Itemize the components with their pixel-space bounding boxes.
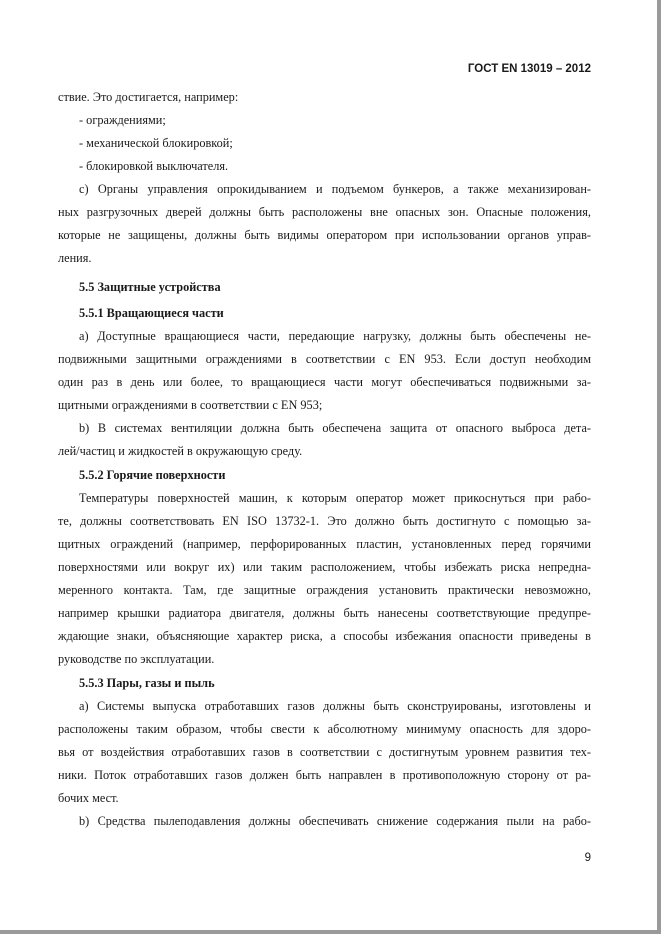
- subsection-heading: 5.5.2 Горячие поверхности: [79, 468, 226, 482]
- text-line: те, должны соответствовать EN ISO 13732-1. Это должно быть достигнуто с помощью за-: [58, 514, 591, 528]
- text-line: руководстве по эксплуатации.: [58, 652, 215, 666]
- text-line: один раз в день или более, то вращающиеся части могут обеспечиваться подвижными за-: [58, 375, 591, 389]
- text-line: поверхностями или вокруг их) или таким расположением, чтобы избежать риска непредна-: [58, 560, 591, 574]
- text-line: подвижными защитными ограждениями в соответствии с EN 953. Если доступ необходим: [58, 352, 591, 366]
- text-line: меренного контакта. Там, где защитные ограждения установить практически невозможно,: [58, 583, 591, 597]
- text-line: ствие. Это достигается, например:: [58, 90, 239, 104]
- text-line: вья от воздействия отработавших газов в соответствии с достигнутым уровнем развития тех-: [58, 745, 591, 759]
- text-line: ники. Поток отработавших газов должен быть направлен в противоположную сторону от ра-: [58, 768, 591, 782]
- text-line: бочих мест.: [58, 791, 119, 805]
- list-item: - механической блокировкой;: [79, 136, 233, 150]
- text-line: Температуры поверхностей машин, к которым оператор может прикоснуться при рабо-: [79, 491, 591, 505]
- text-line: щитных ограждений (например, перфорированных пластин, установленных перед горячими: [58, 537, 591, 551]
- text-line: a) Системы выпуска отработавших газов должны быть сконструированы, изготовлены и: [79, 699, 591, 713]
- text-line: c) Органы управления опрокидыванием и подъемом бункеров, а также механизирован-: [79, 182, 591, 196]
- section-heading: 5.5 Защитные устройства: [79, 280, 221, 294]
- text-line: лей/частиц и жидкостей в окружающую среду.: [58, 444, 303, 458]
- text-line: которые не защищены, должны быть видимы оператором при использовании органов управ-: [58, 228, 591, 242]
- text-line: a) Доступные вращающиеся части, передающие нагрузку, должны быть обеспечены не-: [79, 329, 591, 343]
- list-item: - блокировкой выключателя.: [79, 159, 229, 173]
- subsection-heading: 5.5.1 Вращающиеся части: [79, 306, 224, 320]
- text-line: b) В системах вентиляции должна быть обеспечена защита от опасного выброса дета-: [79, 421, 591, 435]
- text-line: расположены таким образом, чтобы свести к абсолютному минимуму опасность для здоро-: [58, 722, 591, 736]
- subsection-heading: 5.5.3 Пары, газы и пыль: [79, 676, 215, 690]
- text-line: щитными ограждениями в соответствии с EN 953;: [58, 398, 323, 412]
- text-line: ждающие знаки, объясняющие характер риска, а способы избежания опасности приведены в: [58, 629, 591, 643]
- text-line: ления.: [58, 251, 92, 265]
- text-line: b) Средства пылеподавления должны обеспечивать снижение содержания пыли на рабо-: [79, 814, 591, 828]
- standard-header: ГОСТ EN 13019 – 2012: [467, 63, 591, 75]
- list-item: - ограждениями;: [79, 113, 166, 127]
- text-line: ных разгрузочных дверей должны быть расположены вне опасных зон. Опасные положения,: [58, 205, 591, 219]
- page-number: 9: [584, 852, 591, 864]
- text-line: например крышки радиатора двигателя, должны быть нанесены соответствующие предупре-: [58, 606, 591, 620]
